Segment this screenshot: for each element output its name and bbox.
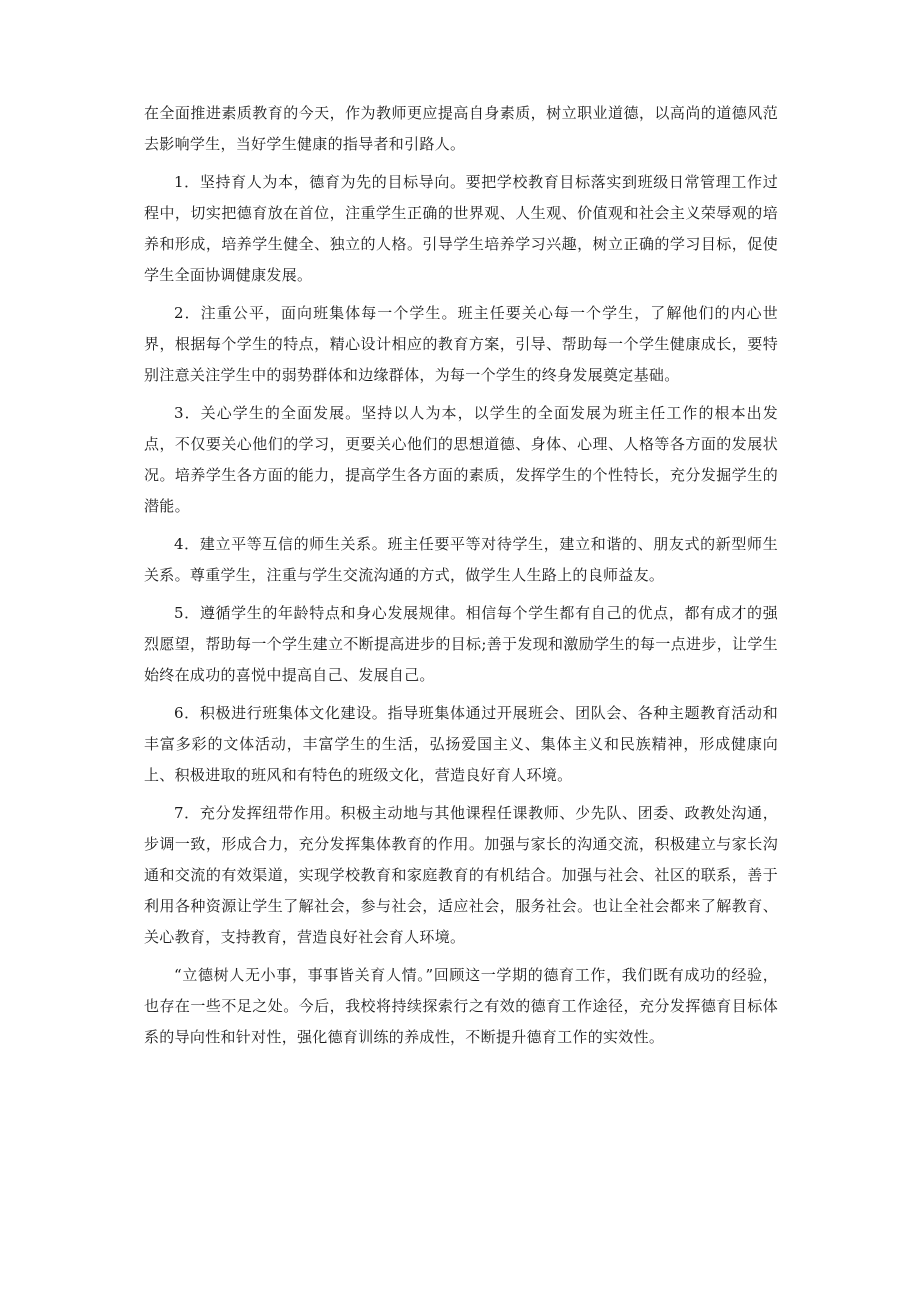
list-item-2: 2．注重公平，面向班集体每一个学生。班主任要关心每一个学生，了解他们的内心世界，根据每个学生的特点，精心设计相应的教育方案，引导、帮助每一个学生健康成长，要特别注意关注学生中的弱势群体和边缘群体，为每一个学生的终身发展奠定基础。: [144, 304, 778, 384]
document-body: [144, 98, 778, 1060]
list-item-7: 7．充分发挥纽带作用。积极主动地与其他课程任课教师、少先队、团委、政教处沟通，步调一致，形成合力，充分发挥集体教育的作用。加强与家长的沟通交流，积极建立与家长沟通和交流的有效渠道，实现学校教育和家庭教育的有机结合。加强与社会、社区的联系，善于利用各种资源让学生了解社会，参与社会，适应社会，服务社会。也让全社会都来了解教育、关心教育，支持教育，营造良好社会育人环境。: [144, 804, 778, 946]
intro-paragraph: 在全面推进素质教育的今天，作为教师更应提高自身素质，树立职业道德，以高尚的道德风范去影响学生，当好学生健康的指导者和引路人。: [144, 104, 778, 153]
list-item-5: 5．遵循学生的年龄特点和身心发展规律。相信每个学生都有自己的优点，都有成才的强烈愿望，帮助每一个学生建立不断提高进步的目标;善于发现和激励学生的每一点进步，让学生始终在成功的喜悦中提高自己、发展自己。: [144, 604, 778, 684]
list-item-3: 3．关心学生的全面发展。坚持以人为本，以学生的全面发展为班主任工作的根本出发点，不仅要关心他们的学习，更要关心他们的思想道德、身体、心理、人格等各方面的发展状况。培养学生各方面的能力，提高学生各方面的素质，发挥学生的个性特长，充分发掘学生的潜能。: [144, 404, 778, 515]
list-item-4: 4．建立平等互信的师生关系。班主任要平等对待学生，建立和谐的、朋友式的新型师生关系。尊重学生，注重与学生交流沟通的方式，做学生人生路上的良师益友。: [144, 535, 778, 584]
list-item-1: 1．坚持育人为本，德育为先的目标导向。要把学校教育目标落实到班级日常管理工作过程中，切实把德育放在首位，注重学生正确的世界观、人生观、价值观和社会主义荣辱观的培养和形成，培养学生健全、独立的人格。引导学生培养学习兴趣，树立正确的学习目标，促使学生全面协调健康发展。: [144, 173, 778, 284]
conclusion-paragraph: “立德树人无小事，事事皆关育人情。”回顾这一学期的德育工作，我们既有成功的经验，也存在一些不足之处。今后，我校将持续探索行之有效的德育工作途径，充分发挥德育目标体系的导向性和针对性，强化德育训练的养成性，不断提升德育工作的实效性。: [144, 966, 778, 1046]
list-item-6: 6．积极进行班集体文化建设。指导班集体通过开展班会、团队会、各种主题教育活动和丰富多彩的文体活动，丰富学生的生活，弘扬爱国主义、集体主义和民族精神，形成健康向上、积极进取的班风和有特色的班级文化，营造良好育人环境。: [144, 704, 778, 784]
